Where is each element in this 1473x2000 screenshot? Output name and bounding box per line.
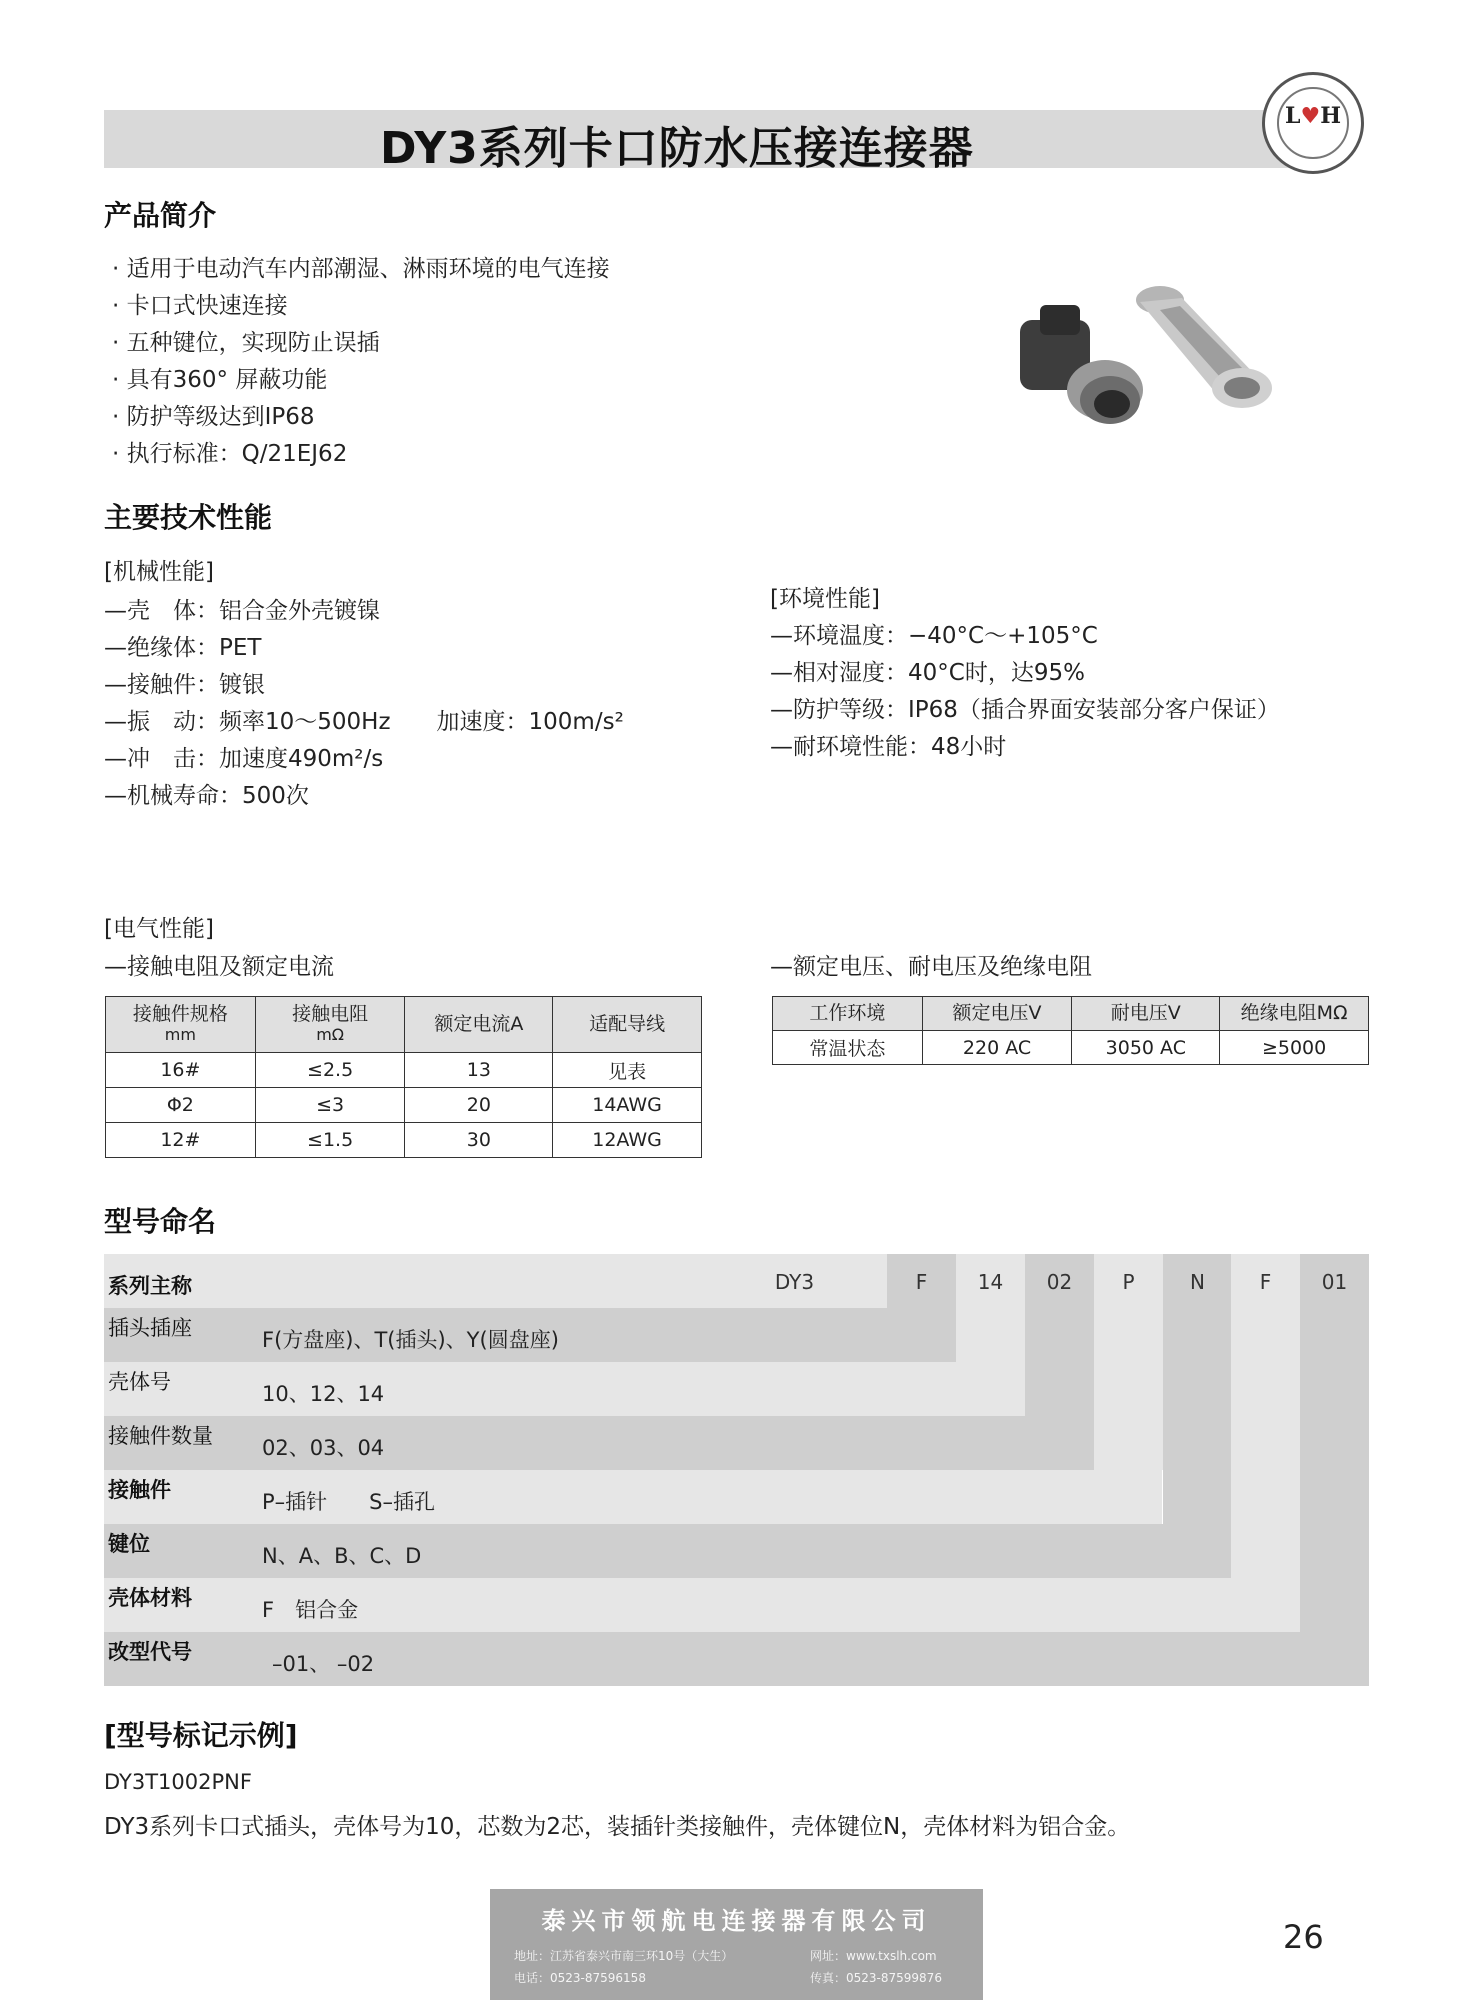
model-code: 02 [1046, 1270, 1073, 1294]
connector-receptacle-image [1136, 286, 1272, 408]
environment-line: —防护等级：IP68（插合界面安装部分客户保证） [770, 697, 1280, 723]
table-cell: 3050 AC [1072, 1031, 1220, 1065]
table-cell: ≤3 [255, 1088, 405, 1123]
model-code: 14 [977, 1270, 1004, 1294]
model-row-label: 系列主称 [108, 1274, 192, 1298]
model-code: N [1190, 1270, 1205, 1294]
model-row-label: 壳体号 [108, 1370, 171, 1394]
table-header-cell: 绝缘电阻MΩ [1220, 997, 1369, 1031]
table-header-cell [255, 997, 405, 1053]
mechanical-heading: [机械性能] [104, 559, 214, 585]
table-cell: 16# [106, 1053, 256, 1088]
header-unit: mm [164, 1025, 196, 1045]
table-row [106, 1123, 702, 1158]
model-code-column [1300, 1254, 1369, 1632]
model-row-value: P–插针 S–插孔 [262, 1490, 435, 1514]
intro-bullet: · 执行标准：Q/21EJ62 [112, 441, 348, 467]
intro-bullet: · 卡口式快速连接 [112, 293, 288, 319]
table-header-cell: 适配导线 [553, 997, 702, 1053]
example-code: DY3T1002PNF [104, 1770, 252, 1794]
environment-line: —耐环境性能：48小时 [770, 734, 1007, 760]
voltage-table [772, 996, 1369, 1065]
model-row-value: 02、03、04 [262, 1436, 385, 1460]
table-cell: 220 AC [922, 1031, 1072, 1065]
table-header-cell: 额定电流A [405, 997, 553, 1053]
logo-letter-l: L [1285, 103, 1301, 129]
model-row-label: 插头插座 [108, 1316, 192, 1340]
company-name: 泰兴市领航电连接器有限公司 [541, 1906, 932, 1935]
table-header-cell [106, 997, 256, 1053]
model-row-value: F(方盘座)、T(插头)、Y(圆盘座) [262, 1328, 559, 1352]
footer-banner [490, 1889, 983, 2000]
table-cell: ≥5000 [1220, 1031, 1369, 1065]
model-row-label: 改型代号 [108, 1640, 192, 1664]
heart-icon: ♥ [1300, 103, 1321, 129]
electrical-heading: [电气性能] [104, 916, 214, 942]
tech-heading: 主要技术性能 [104, 501, 273, 534]
connector-plug-image [1020, 305, 1143, 424]
model-row-value: –01、 –02 [272, 1652, 375, 1676]
table-row [106, 1053, 702, 1088]
table-cell: 常温状态 [773, 1031, 923, 1065]
table-row [106, 1088, 702, 1123]
model-code: P [1122, 1270, 1135, 1294]
intro-bullet: · 具有360° 屏蔽功能 [112, 367, 328, 393]
table-cell: 20 [405, 1088, 553, 1123]
environment-line: —环境温度：−40°C～+105°C [770, 623, 1098, 649]
intro-bullet: · 防护等级达到IP68 [112, 404, 315, 430]
model-row-label: 壳体材料 [108, 1586, 192, 1610]
model-code: DY3 [774, 1270, 815, 1294]
table-cell: 30 [405, 1123, 553, 1158]
model-row-value: N、A、B、C、D [262, 1544, 422, 1568]
company-phone: 电话：0523-87596158 [514, 1971, 646, 1985]
table-cell: 13 [405, 1053, 553, 1088]
header-unit: mΩ [316, 1025, 345, 1045]
logo-text [1265, 103, 1361, 129]
intro-heading: 产品简介 [104, 199, 217, 232]
model-heading: 型号命名 [104, 1205, 217, 1238]
mechanical-line: —壳 体：铝合金外壳镀镍 [104, 598, 380, 624]
table-row [773, 1031, 1369, 1065]
table-header-cell: 耐电压V [1072, 997, 1220, 1031]
mechanical-line: —机械寿命：500次 [104, 783, 309, 809]
company-website: 网址：www.txslh.com [810, 1949, 937, 1963]
table-cell: 12# [106, 1123, 256, 1158]
company-address: 地址：江苏省泰兴市南三环10号（大生） [514, 1949, 734, 1963]
table-cell: Φ2 [106, 1088, 256, 1123]
model-row-label: 接触件 [108, 1478, 171, 1502]
header-line: 接触件规格 [132, 1003, 228, 1026]
header-line: 接触电阻 [292, 1003, 369, 1026]
table-header-cell: 额定电压V [922, 997, 1072, 1031]
mechanical-line: —接触件：镀银 [104, 672, 265, 698]
product-photo [1010, 280, 1300, 450]
page-title: DY3系列卡口防水压接连接器 [380, 123, 974, 174]
environment-line: —相对湿度：40°C时，达95% [770, 660, 1085, 686]
model-code: 01 [1321, 1270, 1348, 1294]
model-row-label: 接触件数量 [108, 1424, 213, 1448]
intro-bullet: · 五种键位，实现防止误插 [112, 330, 380, 356]
contact-table-subtitle: —接触电阻及额定电流 [104, 954, 334, 980]
model-code: F [1259, 1270, 1272, 1294]
example-heading: [型号标记示例] [104, 1719, 298, 1752]
example-description: DY3系列卡口式插头，壳体号为10，芯数为2芯，装插针类接触件，壳体键位N，壳体材料为铝合金。 [104, 1814, 1131, 1840]
contact-resistance-table [105, 996, 702, 1158]
model-code-column [1163, 1254, 1231, 1524]
mechanical-line: —振 动：频率10～500Hz 加速度：100m/s² [104, 709, 624, 735]
environment-heading: [环境性能] [770, 586, 880, 612]
mechanical-line: —绝缘体：PET [104, 635, 262, 661]
model-code: F [915, 1270, 928, 1294]
company-logo [1262, 72, 1364, 174]
model-row-value: 10、12、14 [262, 1382, 385, 1406]
table-cell: ≤2.5 [255, 1053, 405, 1088]
table-cell: ≤1.5 [255, 1123, 405, 1158]
mechanical-line: —冲 击：加速度490m²/s [104, 746, 384, 772]
page-number: 26 [1283, 1918, 1324, 1956]
model-row-band [104, 1362, 1025, 1416]
model-row-band [104, 1416, 1094, 1470]
logo-letter-h: H [1320, 103, 1341, 129]
table-cell: 12AWG [553, 1123, 702, 1158]
intro-bullet: · 适用于电动汽车内部潮湿、淋雨环境的电气连接 [112, 256, 610, 282]
table-header-cell: 工作环境 [773, 997, 923, 1031]
table-cell: 14AWG [553, 1088, 702, 1123]
company-fax: 传真：0523-87599876 [810, 1971, 942, 1985]
model-code-column [1231, 1254, 1300, 1578]
model-row-value: F 铝合金 [262, 1598, 359, 1622]
model-row-label: 键位 [108, 1532, 150, 1556]
voltage-table-subtitle: —额定电压、耐电压及绝缘电阻 [770, 954, 1092, 980]
table-cell: 见表 [553, 1053, 702, 1088]
